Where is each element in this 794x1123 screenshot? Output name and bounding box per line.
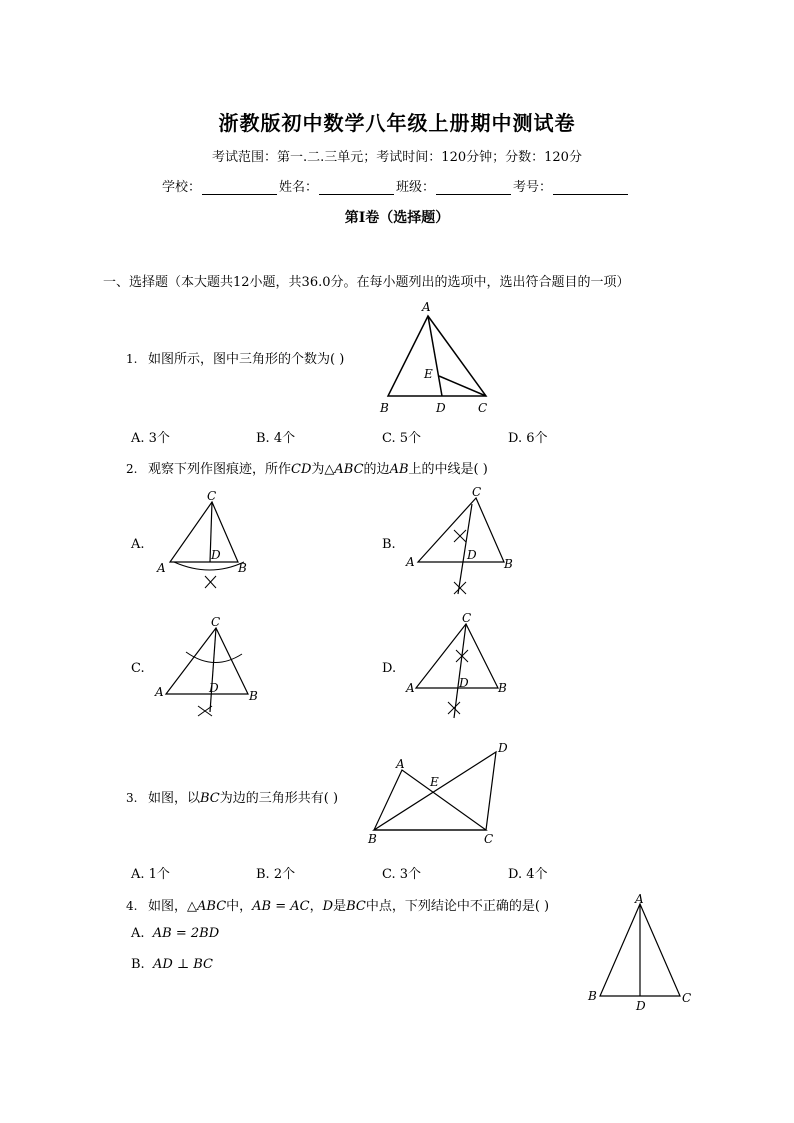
q2a-label-b: B	[238, 561, 247, 575]
q2-option-d[interactable]: D.	[382, 661, 397, 676]
q2d-label-b: B	[498, 681, 507, 695]
q2-option-c[interactable]: C.	[131, 661, 145, 676]
q4-label-d: D	[636, 999, 646, 1013]
q4-option-a[interactable]: A. AB = 2BD	[131, 926, 220, 941]
q3-option-b[interactable]: B. 2个	[256, 867, 296, 882]
name-field[interactable]: 姓名：	[279, 176, 396, 195]
q1-figure	[376, 298, 496, 418]
q3-option-d[interactable]: D. 4个	[508, 867, 548, 882]
q4-label-c: C	[682, 991, 692, 1005]
q1-option-c[interactable]: C. 5个	[382, 431, 422, 446]
q2c-label-c: C	[211, 615, 221, 629]
q2a-label-c: C	[207, 489, 217, 503]
q3-figure	[364, 740, 514, 850]
q1-label-c: C	[478, 401, 488, 415]
q2c-label-b: B	[249, 689, 258, 703]
question-2: 2. 观察下列作图痕迹，所作CD为△ABC的边AB上的中线是( )	[126, 462, 488, 477]
q2-figure-b	[400, 484, 520, 604]
exam-number-field[interactable]: 考号：	[513, 176, 630, 195]
exam-info: 考试范围：第一.二.三单元；考试时间：120分钟；分数：120分	[212, 150, 582, 165]
q2a-label-d: D	[211, 548, 221, 562]
q1-option-a[interactable]: A. 3个	[131, 431, 170, 446]
q2c-label-d: D	[209, 681, 219, 695]
q4-figure	[584, 890, 696, 1014]
q1-label-d: D	[436, 401, 446, 415]
q3-option-a[interactable]: A. 1个	[131, 867, 170, 882]
q1-option-b[interactable]: B. 4个	[256, 431, 296, 446]
q1-label-b: B	[380, 401, 389, 415]
q2a-label-a: A	[157, 561, 166, 575]
question-1: 1. 如图所示，图中三角形的个数为( )	[126, 352, 345, 367]
q2-figure-d	[400, 610, 520, 726]
q2-option-a[interactable]: A.	[131, 537, 145, 552]
q2-figure-c	[152, 614, 266, 724]
q3-label-b: B	[368, 832, 377, 846]
q2b-label-b: B	[504, 557, 513, 571]
q3-label-e: E	[430, 775, 439, 789]
q2b-label-c: C	[472, 485, 482, 499]
student-fields	[162, 176, 630, 195]
part-heading: 一、选择题（本大题共12小题，共36.0分。在每小题列出的选项中，选出符合题目的一项）	[103, 275, 630, 290]
q3-label-d: D	[498, 741, 508, 755]
class-field[interactable]: 班级：	[396, 176, 513, 195]
q2-option-b[interactable]: B.	[382, 537, 396, 552]
q4-label-a: A	[635, 892, 644, 906]
q2d-label-a: A	[406, 681, 415, 695]
q2c-label-a: A	[155, 685, 164, 699]
page-title: 浙教版初中数学八年级上册期中测试卷	[218, 111, 576, 135]
q1-label-a: A	[422, 300, 431, 314]
q4-option-b[interactable]: B. AD ⊥ BC	[131, 957, 213, 972]
volume-title: 第I卷（选择题）	[344, 210, 450, 226]
q3-option-c[interactable]: C. 3个	[382, 867, 422, 882]
q1-label-e: E	[424, 367, 433, 381]
q2b-label-a: A	[406, 555, 415, 569]
q3-label-a: A	[396, 757, 405, 771]
q4-label-b: B	[588, 989, 597, 1003]
q3-label-c: C	[484, 832, 494, 846]
q2b-label-d: D	[467, 548, 477, 562]
q2-figure-a	[150, 488, 260, 598]
q2d-label-c: C	[462, 611, 472, 625]
q2d-label-d: D	[459, 676, 469, 690]
q1-option-d[interactable]: D. 6个	[508, 431, 548, 446]
school-field[interactable]: 学校：	[162, 176, 279, 195]
question-4: 4. 如图，△ABC中，AB = AC，D是BC中点，下列结论中不正确的是( )	[126, 899, 550, 914]
question-3: 3. 如图，以BC为边的三角形共有( )	[126, 791, 339, 806]
